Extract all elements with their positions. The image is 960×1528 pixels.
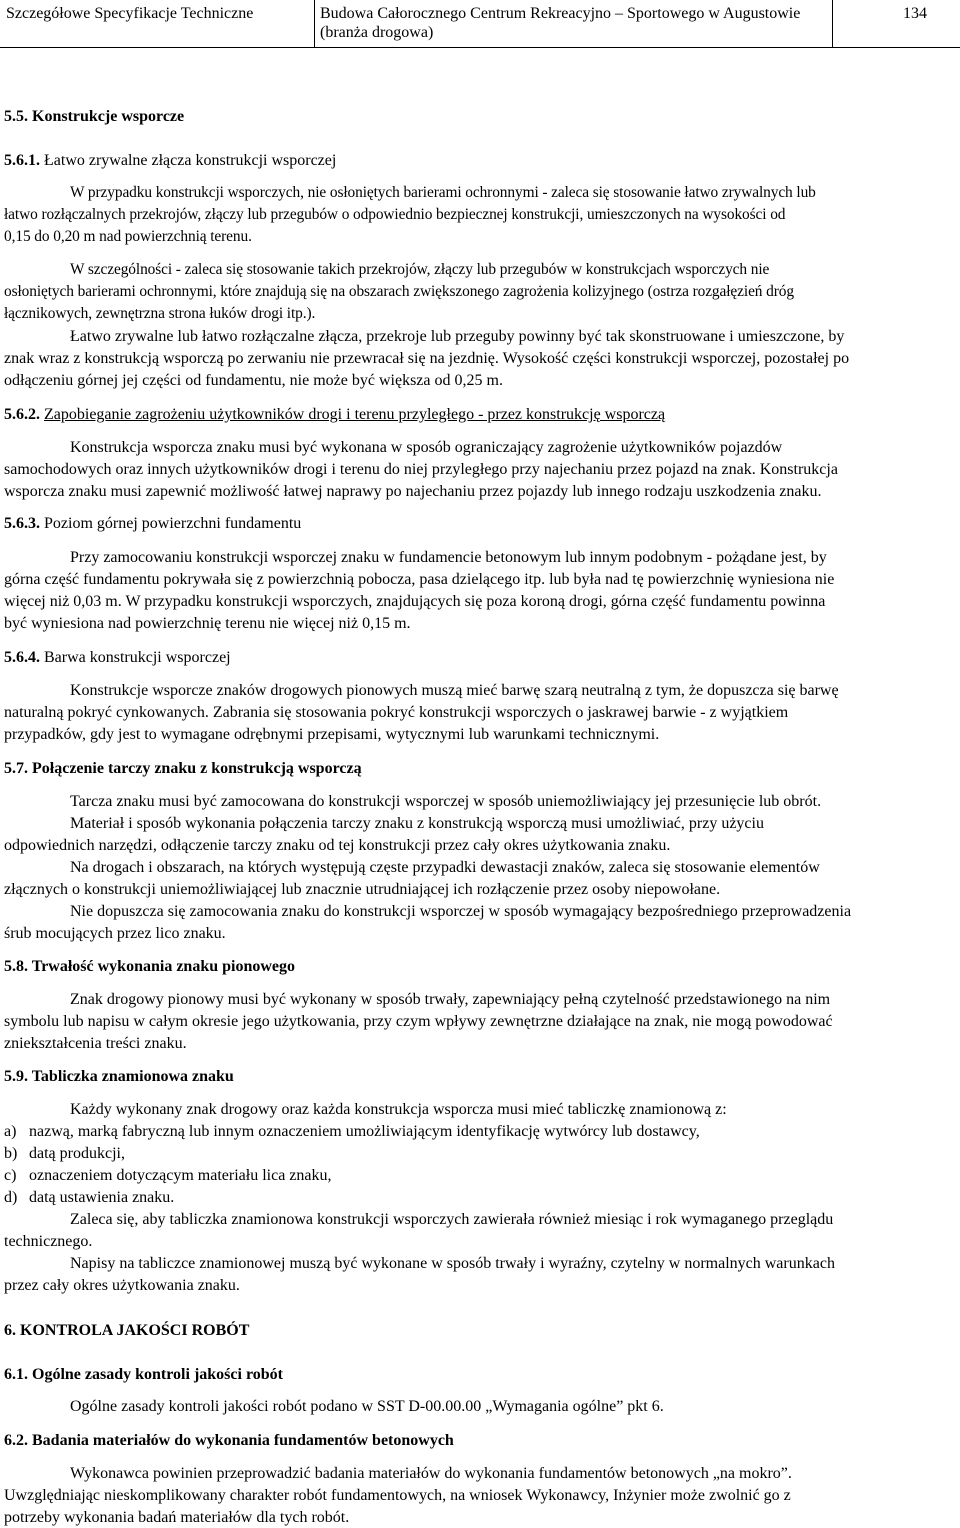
paragraph-line: naturalną pokryć cynkowanych. Zabrania się stosowania pokryć konstrukcji wsporczych o jaskrawej barwie - z wyjątkiem — [4, 704, 789, 721]
paragraph-line: osłoniętych barierami ochronnymi, które znajdują się na obszarach zwiększonego zagrożenia kolizyjnego (ostrza rozgałęzień dróg — [4, 283, 794, 300]
list-item-text: datą ustawienia znaku. — [29, 1189, 175, 1206]
paragraph-line: 0,15 do 0,20 m nad powierzchnią terenu. — [4, 228, 252, 245]
paragraph-line: złącznych o konstrukcji uniemożliwiającej lub znacznie utrudniającej ich rozłączenie przez osoby niepowołane. — [4, 881, 721, 898]
paragraph-line: Łatwo zrywalne lub łatwo rozłączalne złącza, przekroje lub przeguby powinny być tak skonstruowane i umieszczone, by — [70, 328, 845, 345]
paragraph-line: technicznego. — [4, 1233, 93, 1250]
paragraph-line: Konstrukcje wsporcze znaków drogowych pionowych muszą mieć barwę szarą neutralną z tym, że dopuszcza się barwę — [70, 682, 839, 699]
section-heading-5-6-4: 5.6.4. Barwa konstrukcji wsporczej — [4, 649, 231, 666]
paragraph-line: przez cały okres użytkowania znaku. — [4, 1277, 240, 1294]
section-heading-5-6-1: 5.6.1. Łatwo zrywalne złącza konstrukcji wsporczej — [4, 152, 337, 169]
header-divider — [314, 0, 315, 47]
page-number: 134 — [903, 5, 927, 22]
list-item-text: datą produkcji, — [29, 1145, 125, 1162]
paragraph-line: zniekształcenia treści znaku. — [4, 1035, 187, 1052]
section-heading-5-7: 5.7. Połączenie tarczy znaku z konstrukcją wsporczą — [4, 760, 362, 777]
section-heading-5-6-3: 5.6.3. Poziom górnej powierzchni fundamentu — [4, 515, 302, 532]
list-item: c) — [4, 1167, 17, 1184]
paragraph-line: Tarcza znaku musi być zamocowana do konstrukcji wsporczej w sposób uniemożliwiający jej przesunięcie lub obrót. — [70, 793, 822, 810]
section-heading-5-6-2: 5.6.2. Zapobieganie zagrożeniu użytkowników drogi i terenu przyległego - przez konstrukcję wsporczą — [4, 406, 666, 423]
paragraph-line: Uwzględniając nieskomplikowany charakter robót fundamentowych, na wniosek Wykonawcy, Inżynier może zwolnić go z — [4, 1487, 791, 1504]
paragraph-line: górna część fundamentu pokrywała się z powierzchnią pobocza, pasa dzielącego itp. lub była nad tę powierzchnię wyniesiona nie — [4, 571, 835, 588]
list-item: d) — [4, 1189, 18, 1206]
paragraph-line: Ogólne zasady kontroli jakości robót podano w SST D-00.00.00 „Wymagania ogólne” pkt 6. — [70, 1398, 664, 1415]
paragraph-line: wsporcza znaku musi zapewnić możliwość łatwej naprawy po najechaniu przez pojazdy lub innego rodzaju uszkodzenia znaku. — [4, 483, 822, 500]
paragraph-line: Zaleca się, aby tabliczka znamionowa konstrukcji wsporczych zawierała również miesiąc i rok wymaganego przeglądu — [70, 1211, 834, 1228]
section-heading-6: 6. KONTROLA JAKOŚCI ROBÓT — [4, 1322, 250, 1339]
paragraph-line: odpowiednich narzędzi, odłączenie tarczy znaku od tej konstrukcji przez cały okres użytkowania znaku. — [4, 837, 671, 854]
paragraph-line: znak wraz z konstrukcją wsporczą po zerwaniu nie przewracał się na jezdnię. Wysokość części konstrukcji wsporczej, pozostałej po — [4, 350, 850, 367]
paragraph-line: więcej niż 0,03 m. W przypadku konstrukcji wsporczych, znajdujących się poza koroną drogi, górna część fundamentu powinna — [4, 593, 826, 610]
paragraph-line: przypadków, gdy jest to wymagane odrębnymi przepisami, wytycznymi lub warunkami technicznymi. — [4, 726, 660, 743]
paragraph-line: Przy zamocowaniu konstrukcji wsporczej znaku w fundamencie betonowym lub innym podobnym - pożądane jest, by — [70, 549, 827, 566]
paragraph-line: potrzeby wykonania badań materiałów dla tych robót. — [4, 1509, 350, 1526]
paragraph-line: odłączeniu górnej jej części od fundamentu, nie może być większa od 0,25 m. — [4, 372, 503, 389]
section-heading-5-8: 5.8. Trwałość wykonania znaku pionowego — [4, 958, 296, 975]
paragraph-line: być wyniesiona nad powierzchnię terenu nie więcej niż 0,15 m. — [4, 615, 411, 632]
paragraph-line: Znak drogowy pionowy musi być wykonany w sposób trwały, zapewniający pełną czytelność przedstawionego na nim — [70, 991, 831, 1008]
section-heading-5-9: 5.9. Tabliczka znamionowa znaku — [4, 1068, 234, 1085]
paragraph-line: W szczególności - zaleca się stosowanie takich przekrojów, złączy lub przegubów w konstrukcjach wsporczych nie — [70, 261, 770, 278]
paragraph-line: Materiał i sposób wykonania połączenia tarczy znaku z konstrukcją wsporczą musi umożliwiać, przy użyciu — [70, 815, 764, 832]
header-project-title: Budowa Całorocznego Centrum Rekreacyjno – Sportowego w Augustowie (branża drogowa) — [320, 5, 801, 41]
list-item: b) — [4, 1145, 18, 1162]
section-heading-5-5: 5.5. Konstrukcje wsporcze — [4, 108, 185, 125]
paragraph-line: Wykonawca powinien przeprowadzić badania materiałów do wykonania fundamentów betonowych „na mokro”. — [70, 1465, 792, 1482]
list-item: a) — [4, 1123, 17, 1140]
page-header — [0, 0, 960, 48]
paragraph-line: Każdy wykonany znak drogowy oraz każda konstrukcja wsporcza musi mieć tabliczkę znamionową z: — [70, 1101, 727, 1118]
paragraph-line: symbolu lub napisu w całym okresie jego użytkowania, przy czym wpływy zewnętrzne działające na znak, nie mogą powodować — [4, 1013, 833, 1030]
paragraph-line: Nie dopuszcza się zamocowania znaku do konstrukcji wsporczej w sposób wymagający bezpośredniego przeprowadzenia — [70, 903, 852, 920]
header-document-type: Szczegółowe Specyfikacje Techniczne — [6, 5, 254, 22]
section-heading-6-1: 6.1. Ogólne zasady kontroli jakości robót — [4, 1366, 283, 1383]
paragraph-line: Na drogach i obszarach, na których występują częste przypadki dewastacji znaków, zaleca się stosowanie elementów — [70, 859, 820, 876]
section-heading-6-2: 6.2. Badania materiałów do wykonania fundamentów betonowych — [4, 1432, 454, 1449]
paragraph-line: łącznikowych, zewnętrzna strona łuków drogi itp.). — [4, 305, 316, 322]
paragraph-line: śrub mocujących przez lico znaku. — [4, 925, 226, 942]
paragraph-line: Napisy na tabliczce znamionowej muszą być wykonane w sposób trwały i wyraźny, czytelny w normalnych warunkach — [70, 1255, 835, 1272]
list-item-text: nazwą, marką fabryczną lub innym oznaczeniem umożliwiającym identyfikację wytwórcy lub dostawcy, — [29, 1123, 700, 1140]
paragraph-line: łatwo rozłączalnych przekrojów, złączy lub przegubów o odpowiednio bezpiecznej konstrukcji, umieszczonych na wysokości od — [4, 206, 786, 223]
list-item-text: oznaczeniem dotyczącym materiału lica znaku, — [29, 1167, 332, 1184]
paragraph-line: samochodowych oraz innych użytkowników drogi i terenu do niej przyległego przy najechaniu przez pojazd na znak. Konstrukcja — [4, 461, 838, 478]
header-divider — [832, 0, 833, 47]
paragraph-line: W przypadku konstrukcji wsporczych, nie osłoniętych barierami ochronnymi - zaleca się stosowanie łatwo zrywalnych lub — [70, 184, 816, 201]
paragraph-line: Konstrukcja wsporcza znaku musi być wykonana w sposób ograniczający zagrożenie użytkowników pojazdów — [70, 439, 783, 456]
